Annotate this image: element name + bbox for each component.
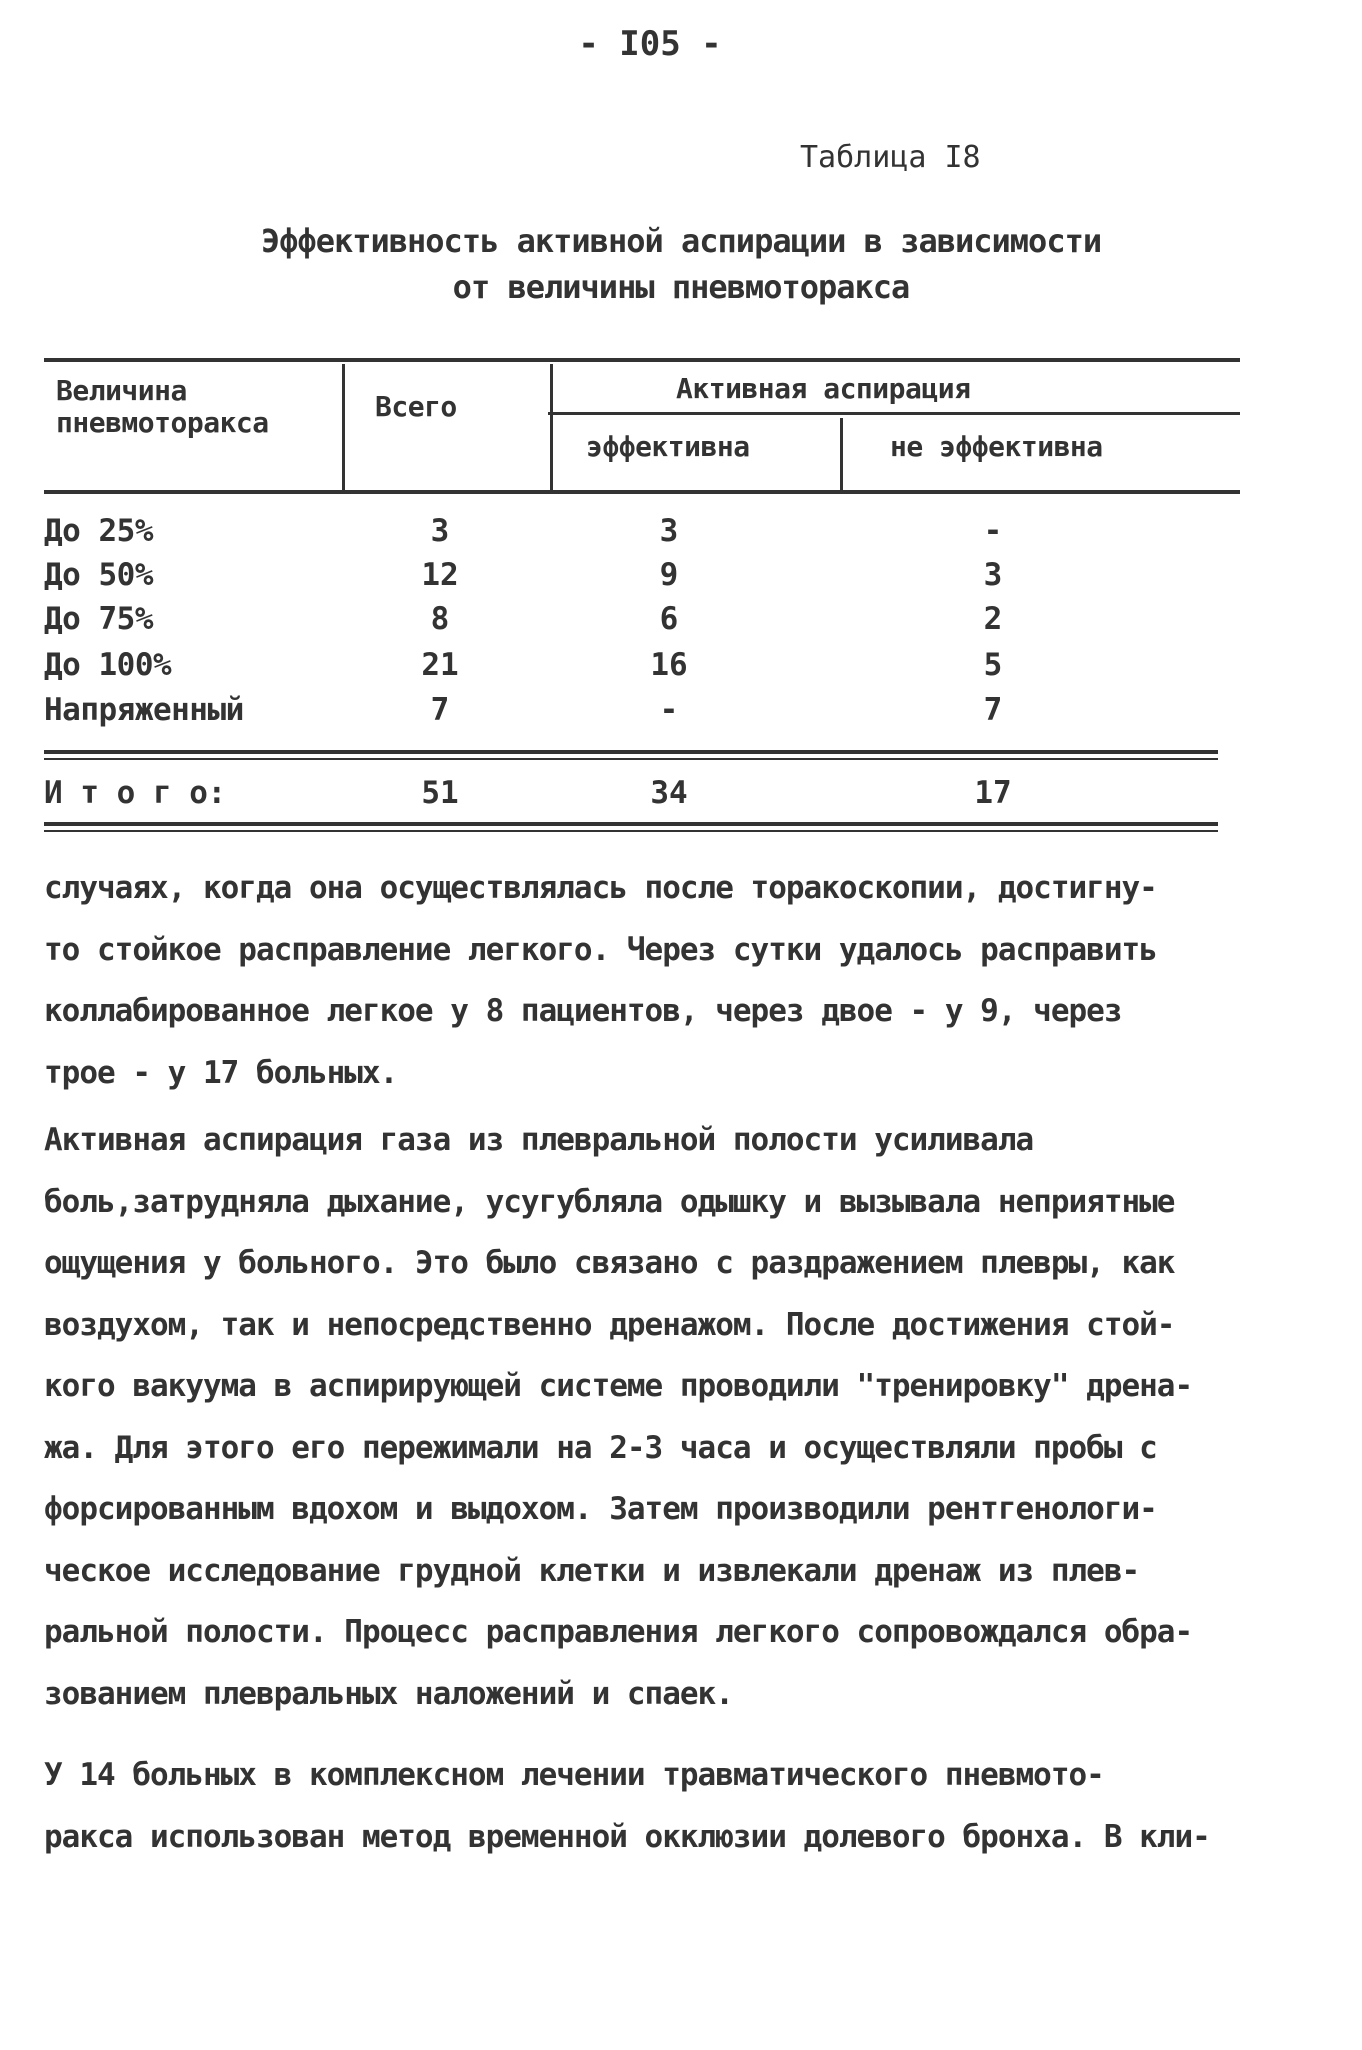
text-line: коллабированное легкое у 8 пациентов, через двое - у 9, через [44,993,1122,1029]
row-label: Напряженный [44,692,244,728]
header-divider-1 [342,364,345,490]
text-line: ощущения у больного. Это было связано с раздражением плевры, как [44,1245,1175,1281]
row-label: До 25% [44,513,153,549]
cell-effective: 3 [659,513,679,549]
header-not-effective: не эффективна [890,430,1103,463]
header-divider-3 [840,418,843,490]
cell-not-effective: 2 [983,601,1003,637]
cell-effective: 16 [650,647,688,683]
header-bottom-rule [44,490,1240,494]
text-line: трое - у 17 больных. [44,1054,398,1091]
header-effective: эффективна [586,430,750,463]
cell-total: 3 [430,513,450,549]
text-line: У 14 больных в комплексном лечении травматического пневмото- [44,1757,1104,1793]
text-line: жа. Для этого его пережимали на 2-3 часа и осуществляли пробы с [44,1429,1157,1466]
paragraph-2 [44,1110,1294,1725]
text-line: ракса использован метод временной окклюзии долевого бронха. В кли- [44,1818,1210,1855]
text-line: случаях, когда она осуществлялась после торакоскопии, достигну- [44,870,1157,906]
cell-effective: 34 [650,775,688,811]
cell-not-effective: - [983,513,1003,549]
table-bottom-rule-2 [44,830,1218,832]
row-label: До 100% [44,647,172,683]
text-line: форсированным вдохом и выдохом. Затем производили рентгенологи- [44,1491,1157,1527]
header-group-rule [548,412,1240,415]
table-label: Таблица I8 [800,140,981,175]
page-number: - I05 - [578,24,722,64]
table-title-line-2: от величины пневмоторакса [452,268,910,306]
text-line: кого вакуума в аспирирующей системе проводили "тренировку" дрена- [44,1368,1193,1404]
cell-total: 7 [430,692,450,728]
paragraph-1 [44,858,1294,1104]
header-group-aspiration: Активная аспирация [676,372,971,405]
total-top-rule-2 [44,758,1218,760]
cell-total: 8 [430,601,450,637]
table-bottom-rule [44,822,1218,826]
total-row-label: И т о г о: [44,775,226,811]
text-line: зованием плевральных наложений и спаек. [44,1675,733,1712]
cell-effective: 6 [659,601,679,637]
table-title-line-1: Эффективность активной аспирации в зависимости [260,222,1102,260]
cell-not-effective: 7 [983,692,1003,728]
cell-not-effective: 3 [983,557,1003,593]
header-size-line-1: Величина [56,374,187,407]
text-line: то стойкое расправление легкого. Через сутки удалось расправить [44,931,1157,968]
text-line: воздухом, так и непосредственно дренажом. После достижения стой- [44,1306,1175,1343]
total-top-rule [44,750,1218,754]
paragraph-3 [44,1745,1294,1868]
cell-not-effective: 17 [974,775,1012,811]
header-total: Всего [375,390,457,423]
row-label: До 50% [44,557,153,593]
header-divider-2 [550,364,553,490]
cell-total: 21 [421,647,459,683]
cell-total: 12 [421,557,459,593]
cell-effective: - [659,692,679,728]
header-size-line-2: пневмоторакса [56,406,269,439]
cell-not-effective: 5 [983,647,1003,683]
text-line: ральной полости. Процесс расправления легкого сопровождался обра- [44,1614,1193,1650]
table-top-rule [44,358,1240,362]
text-line: Активная аспирация газа из плевральной полости усиливала [44,1122,1034,1158]
cell-effective: 9 [659,557,679,593]
text-line: ческое исследование грудной клетки и извлекали дренаж из плев- [44,1552,1140,1589]
row-label: До 75% [44,601,153,637]
text-line: боль,затрудняла дыхание, усугубляла одышку и вызывала неприятные [44,1183,1175,1220]
cell-total: 51 [421,775,459,811]
